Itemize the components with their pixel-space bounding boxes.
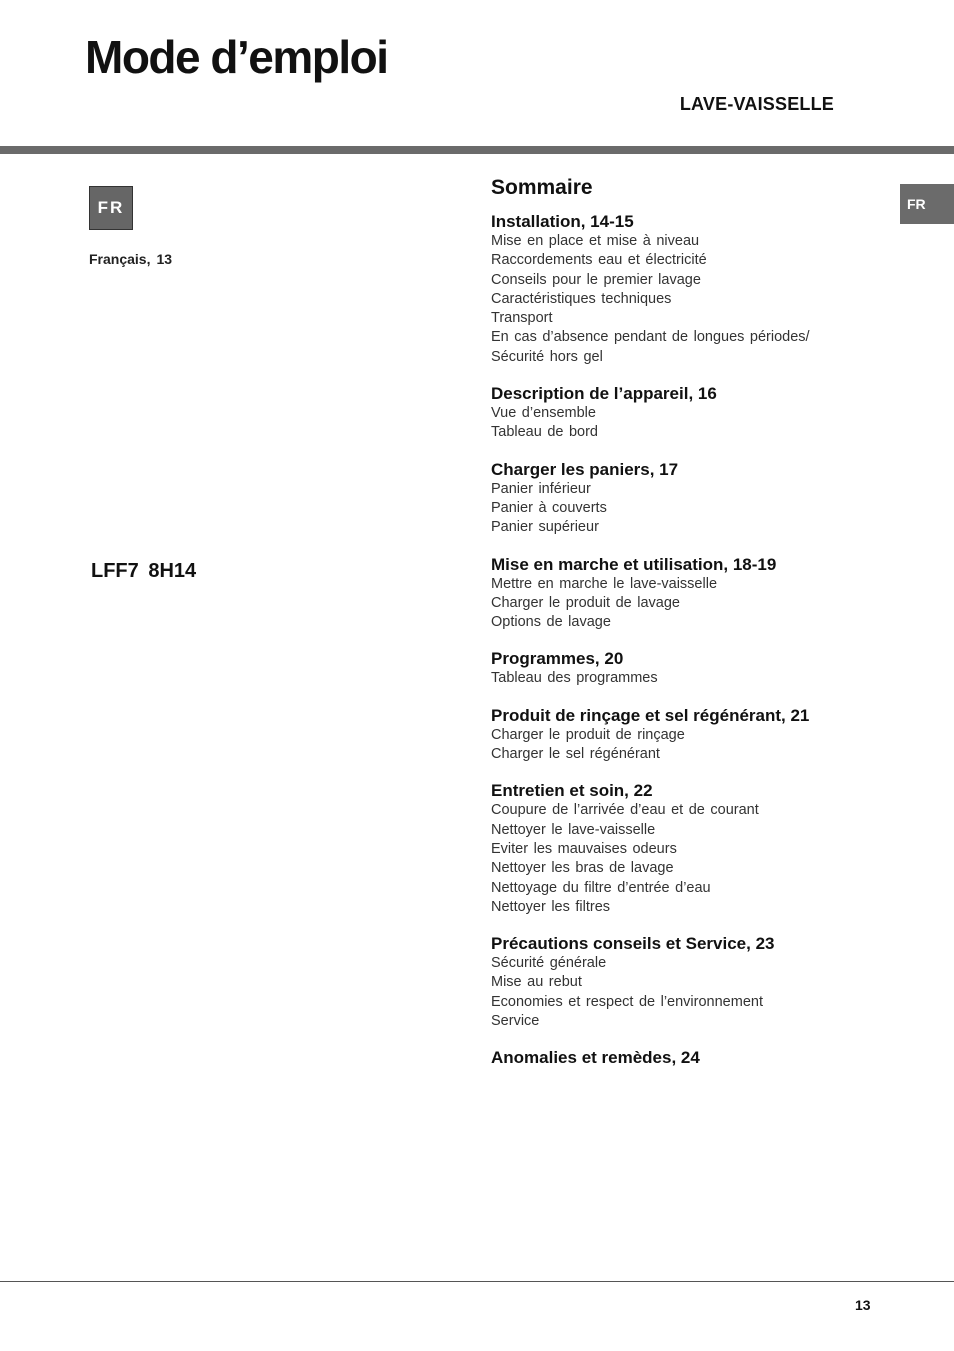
table-of-contents xyxy=(491,176,871,1085)
toc-heading: Sommaire xyxy=(491,176,593,199)
product-category: LAVE-VAISSELLE xyxy=(679,94,834,114)
toc-section xyxy=(491,460,871,538)
toc-section-title: Description de l’appareil, 16 xyxy=(491,384,717,404)
toc-section-title: Installation, 14-15 xyxy=(491,212,634,231)
toc-item: Sécurité générale xyxy=(491,955,607,972)
toc-section xyxy=(491,212,871,367)
toc-item: Tableau de bord xyxy=(491,424,598,441)
toc-sections xyxy=(491,212,871,1068)
header-divider xyxy=(0,146,954,154)
toc-item: Nettoyer les bras de lavage xyxy=(491,860,674,877)
toc-item: Conseils pour le premier lavage xyxy=(491,271,701,288)
page-title: Mode d’emploi xyxy=(85,31,388,83)
toc-item: Coupure de l’arrivée d’eau et de courant xyxy=(491,802,759,819)
toc-item: Charger le produit de rinçage xyxy=(491,726,685,743)
toc-section xyxy=(491,649,871,688)
toc-section-title: Programmes, 20 xyxy=(491,649,624,669)
toc-item: Nettoyer les filtres xyxy=(491,898,611,915)
toc-item: Panier supérieur xyxy=(491,519,599,536)
toc-item: Sécurité hors gel xyxy=(491,348,603,365)
footer-divider xyxy=(0,1281,954,1282)
toc-section-title: Précautions conseils et Service, 23 xyxy=(491,934,775,954)
language-side-tab: FR xyxy=(900,184,954,224)
toc-item: Nettoyage du filtre d’entrée d’eau xyxy=(491,879,711,896)
toc-item: Vue d’ensemble xyxy=(491,405,596,422)
toc-section-title: Mise en marche et utilisation, 18-19 xyxy=(491,554,777,574)
toc-section-title: Entretien et soin, 22 xyxy=(491,781,653,801)
toc-item: Panier inférieur xyxy=(491,480,591,497)
toc-item: Service xyxy=(491,1013,540,1030)
language-reference xyxy=(89,251,172,267)
toc-item: Nettoyer le lave-vaisselle xyxy=(491,821,656,838)
toc-section xyxy=(491,934,871,1031)
toc-item: Transport xyxy=(491,310,553,327)
toc-item: Panier à couverts xyxy=(491,499,607,516)
toc-item: Tableau des programmes xyxy=(491,670,658,687)
toc-section-title: Anomalies et remèdes, 24 xyxy=(491,1048,700,1068)
toc-item: Options de lavage xyxy=(491,614,611,631)
language-name: Français, xyxy=(89,251,151,267)
model-number: LFF7 8H14 xyxy=(91,560,197,582)
toc-section-title: Charger les paniers, 17 xyxy=(491,459,679,479)
toc-section xyxy=(491,706,871,765)
toc-item: Raccordements eau et électricité xyxy=(491,252,707,269)
language-badge: FR xyxy=(89,186,133,230)
toc-section xyxy=(491,555,871,633)
toc-item: Mise en place et mise à niveau xyxy=(491,233,700,249)
toc-item: Eviter les mauvaises odeurs xyxy=(491,840,677,857)
toc-section xyxy=(491,1048,871,1068)
toc-item: Charger le produit de lavage xyxy=(491,594,680,611)
toc-item: En cas d’absence pendant de longues périodes/ xyxy=(491,329,810,346)
toc-item: Charger le sel régénérant xyxy=(491,746,660,763)
page-number: 13 xyxy=(855,1297,871,1313)
toc-section xyxy=(491,384,871,443)
toc-item: Economies et respect de l’environnement xyxy=(491,993,763,1010)
toc-item: Caractéristiques techniques xyxy=(491,290,672,307)
toc-section xyxy=(491,781,871,917)
toc-item: Mise au rebut xyxy=(491,974,582,991)
language-page: 13 xyxy=(156,251,173,267)
toc-item: Mettre en marche le lave-vaisselle xyxy=(491,575,718,592)
toc-section-title: Produit de rinçage et sel régénérant, 21 xyxy=(491,705,810,725)
